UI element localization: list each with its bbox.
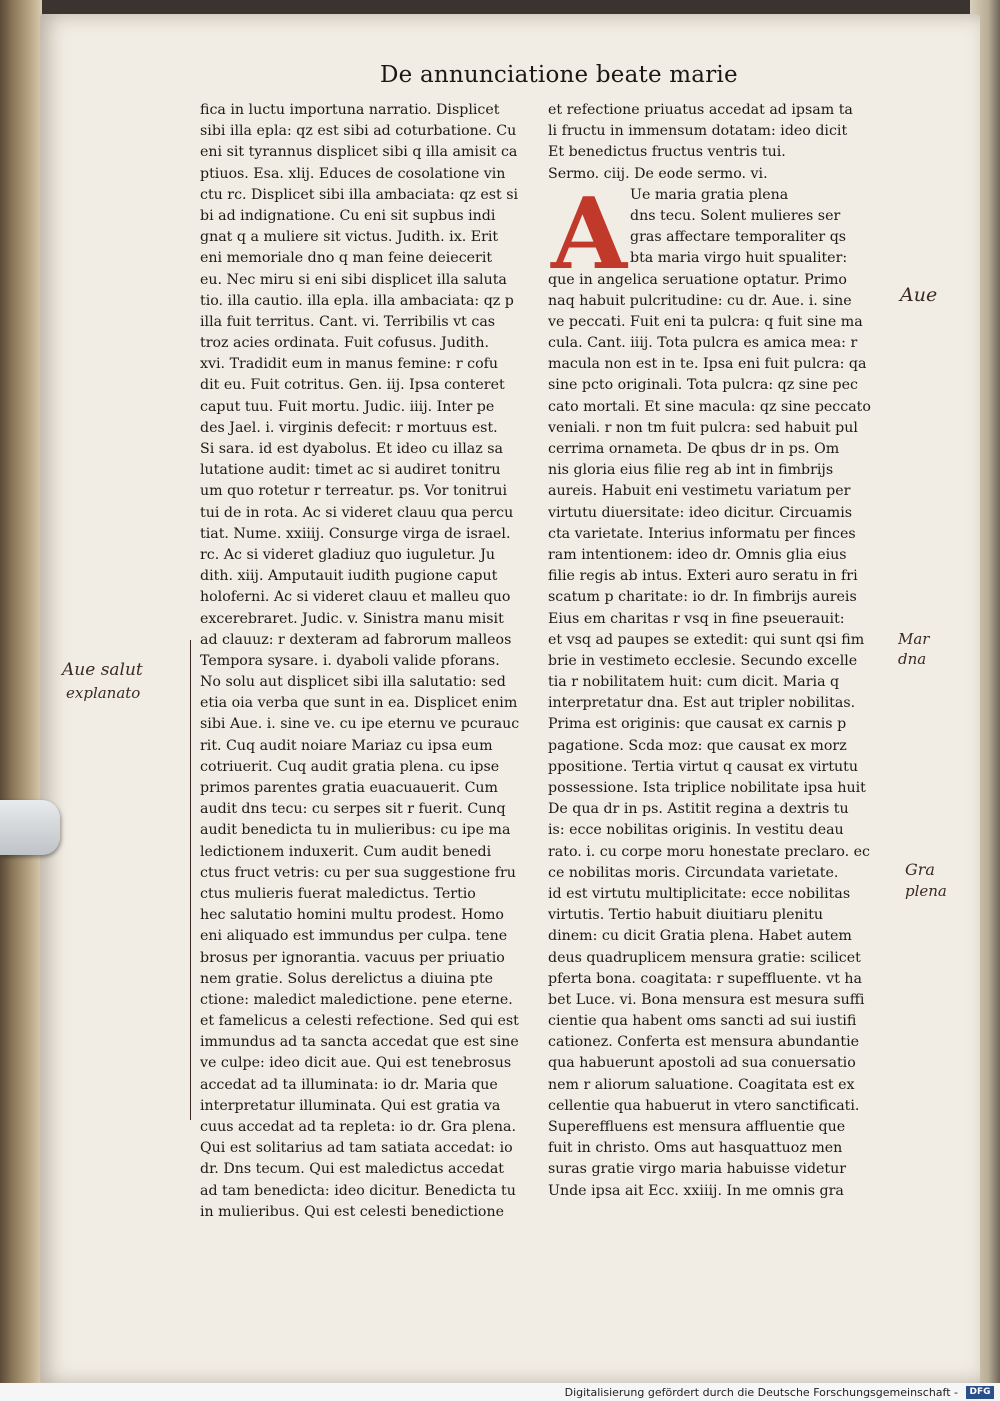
margin-note-aue: Aue	[900, 284, 938, 306]
right-text-line: nis gloria eius filie reg ab int in fimbrijs	[548, 462, 834, 479]
left-text-line: accedat ad ta illuminata: io dr. Maria que	[200, 1076, 498, 1093]
left-text-line: Si sara. id est dyabolus. Et ideo cu illaz sa	[200, 441, 503, 457]
left-text-line: Tempora sysare. i. dyaboli valide pforans.	[200, 652, 500, 669]
left-text-line: hec salutatio homini multu prodest. Homo	[200, 907, 504, 924]
left-text-line: dith. xiij. Amputauit iudith pugione caput	[200, 568, 498, 585]
left-text-line: rit. Cuq audit noiare Mariaz cu ipsa eum	[200, 737, 493, 754]
right-text-line: tia r nobilitatem huit: cum dicit. Maria q	[548, 674, 840, 691]
left-text-line: xvi. Tradidit eum in manus femine: r cofu	[200, 356, 499, 373]
right-text-line: filie regis ab intus. Exteri auro seratu in fri	[548, 568, 858, 585]
right-text-line: bta maria virgo huit spualiter:	[630, 250, 848, 267]
left-text-line: interpretatur illuminata. Qui est gratia va	[200, 1097, 501, 1114]
left-text-line: um quo rotetur r terreatur. ps. Vor tonitrui	[200, 483, 508, 500]
margin-note-gra: Gra	[905, 860, 935, 879]
right-text-line: deus quadruplicem mensura gratie: scilicet	[548, 949, 861, 966]
right-text-line: pagatione. Scda moz: que causat ex morz	[548, 737, 847, 754]
left-text-line: in mulieribus. Qui est celesti benedictione	[200, 1203, 504, 1220]
right-text-line: Sermo. ciij. De eode sermo. vi.	[548, 165, 768, 182]
right-text-line: Eius em charitas r vsq in fine pseuerauit:	[548, 610, 845, 627]
left-text-line: rc. Ac si videret gladiuz quo iuguletur. Ju	[200, 546, 496, 563]
right-text-line: cato mortali. Et sine macula: qz sine peccato	[548, 398, 871, 415]
left-text-line: No solu aut displicet sibi illa salutatio: sed	[200, 674, 506, 691]
right-text-line: Supereffluens est mensura affluentie que	[548, 1119, 846, 1135]
left-text-line: gnat q a muliere sit victus. Judith. ix. Erit	[200, 229, 499, 246]
right-text-line: dns tecu. Solent mulieres ser	[630, 207, 841, 224]
right-text-line: bet Luce. vi. Bona mensura est mesura suffi	[548, 991, 865, 1008]
left-text-line: holoferni. Ac si videret clauu et malleu quo	[200, 589, 511, 606]
right-text-line: Prima est originis: que causat ex carnis p	[548, 716, 847, 733]
left-text-column	[200, 100, 545, 1223]
right-text-line: ram intentionem: ideo dr. Omnis glia eius	[548, 546, 847, 563]
right-text-line: ce nobilitas moris. Circundata varietate.	[548, 864, 839, 881]
left-text-line: illa fuit territus. Cant. vi. Terribilis vt cas	[200, 313, 496, 330]
left-text-line: eni aliquado est immundus per culpa. tene	[200, 928, 508, 945]
right-text-line: que in angelica seruatione optatur. Primo	[548, 271, 847, 288]
right-text-line: interpretatur dna. Est aut tripler nobilitas.	[548, 695, 856, 712]
margin-note-left-2: explanato	[66, 684, 141, 702]
right-text-line: li fructu in immensum dotatam: ideo dicit	[548, 123, 848, 140]
right-text-line: virtutis. Tertio habuit diuitiaru plenitu	[548, 907, 824, 924]
right-text-line: cationez. Conferta est mensura abundantie	[548, 1034, 860, 1051]
left-text-line: tio. illa cautio. illa epla. illa ambaciata: qz p	[200, 292, 514, 309]
left-text-line: ctus fruct vetris: cu per sua suggestione fru	[200, 864, 516, 881]
left-text-line: bi ad indignatione. Cu eni sit supbus indi	[200, 207, 496, 224]
left-text-line: caput tuu. Fuit mortu. Judic. iiij. Inter pe	[200, 398, 495, 415]
book-binding-edge	[0, 0, 42, 1390]
right-text-line: Unde ipsa ait Ecc. xxiiij. In me omnis gra	[548, 1182, 844, 1199]
right-text-line: cula. Cant. iiij. Tota pulcra es amica mea: r	[548, 335, 858, 352]
right-text-line: et refectione priuatus accedat ad ipsam ta	[548, 102, 853, 118]
left-text-line: ctu rc. Displicet sibi illa ambaciata: qz est si	[200, 186, 519, 203]
left-text-line: ctus mulieris fuerat maledictus. Tertio	[200, 885, 476, 902]
right-text-line: gras affectare temporaliter qs	[630, 229, 847, 246]
left-text-line: ctione: maledict maledictione. pene eterne.	[200, 991, 513, 1008]
left-text-line: ad clauuz: r dexteram ad fabrorum malleos	[200, 631, 512, 648]
right-text-line: veniali. r non tm fuit pulcra: sed habuit pul	[548, 419, 858, 436]
left-text-line: audit dns tecu: cu serpes sit r fuerit. Cunq	[200, 801, 506, 818]
right-text-line: qua habuerunt apostoli ad sua conuersatio	[548, 1055, 856, 1072]
right-text-line: is: ecce nobilitas originis. In vestitu deau	[548, 822, 844, 839]
right-text-line: virtutu diuersitate: ideo dicitur. Circuamis	[548, 504, 853, 521]
left-text-line: excerebraret. Judic. v. Sinistra manu misit	[200, 610, 504, 627]
margin-note-plena: plena	[905, 882, 947, 900]
marginal-bracket	[190, 640, 199, 1120]
right-text-line: et vsq ad paupes se extedit: qui sunt qsi fim	[548, 631, 865, 648]
right-text-line: possessione. Ista triplice nobilitate ipsa huit	[548, 780, 866, 796]
right-text-line: sine pcto originali. Tota pulcra: qz sine pec	[548, 377, 858, 394]
left-text-line: ad tam benedicta: ideo dicitur. Benedicta tu	[200, 1182, 516, 1199]
running-head: De annunciatione beate marie	[380, 62, 738, 88]
left-text-line: nem gratie. Solus derelictus a diuina pte	[200, 970, 494, 987]
left-text-line: ptiuos. Esa. xlij. Educes de cosolatione vin	[200, 165, 506, 182]
page-clip	[0, 800, 60, 855]
left-text-line: immundus ad ta sancta accedat que est sine	[200, 1034, 519, 1051]
right-text-line: macula non est in te. Ipsa eni fuit pulcra: qa	[548, 356, 867, 373]
left-text-line: Qui est solitarius ad tam satiata accedat: io	[200, 1140, 513, 1157]
left-text-line: tui de in rota. Ac si videret clauu qua percu	[200, 504, 514, 521]
left-text-line: etia oia verba que sunt in ea. Displicet enim	[200, 695, 518, 712]
margin-note-maria: Mar	[898, 630, 930, 648]
left-text-line: ledictionem induxerit. Cum audit benedi	[200, 843, 492, 860]
right-text-line: brie in vestimeto ecclesie. Secundo excelle	[548, 652, 858, 669]
left-text-line: eni sit tyrannus displicet sibi q illa amisit ca	[200, 144, 518, 161]
right-text-line: cellentie qua habuerut in vtero sanctificati.	[548, 1097, 860, 1114]
right-text-line: cerrima ornameta. De qbus dr in ps. Om	[548, 441, 840, 457]
right-text-line: cta varietate. Interius informatu per finces	[548, 525, 856, 542]
right-text-line: ve peccati. Fuit eni ta pulcra: q fuit sine ma	[548, 313, 863, 330]
left-text-line: et famelicus a celesti refectione. Sed qui est	[200, 1013, 519, 1030]
margin-note-dna: dna	[898, 650, 927, 668]
right-text-line: naq habuit pulcritudine: cu dr. Aue. i. sine	[548, 292, 852, 309]
left-text-line: sibi illa epla: qz est sibi ad coturbatione. Cu	[200, 123, 517, 140]
right-text-line: suras gratie virgo maria habuisse videtur	[548, 1161, 847, 1178]
right-text-line: aureis. Habuit eni vestimetu variatum per	[548, 483, 851, 500]
right-text-line: De qua dr in ps. Astitit regina a dextris tu	[548, 801, 849, 818]
right-text-line: Ue maria gratia plena	[630, 186, 789, 203]
left-text-line: sibi Aue. i. sine ve. cu ipe eternu ve pcurauc	[200, 716, 520, 733]
left-text-line: ve culpe: ideo dicit aue. Qui est tenebrosus	[200, 1055, 512, 1072]
margin-note-left: Aue salut	[62, 660, 143, 680]
left-text-line: cuus accedat ad ta repleta: io dr. Gra plena.	[200, 1119, 516, 1135]
rubricated-initial: A	[550, 177, 628, 292]
right-text-line: rato. i. cu corpe moru honestate preclaro. ec	[548, 843, 870, 860]
right-text-line: ppositione. Tertia virtut q causat ex virtutu	[548, 758, 858, 775]
right-text-line: cientie qua habent oms sancti ad sui iustifi	[548, 1013, 857, 1030]
dfg-logo: DFG	[966, 1386, 994, 1399]
left-text-line: dr. Dns tecum. Qui est maledictus accedat	[200, 1161, 505, 1178]
right-text-line: dinem: cu dicit Gratia plena. Habet autem	[548, 928, 852, 945]
left-text-line: des Jael. i. virginis defecit: r mortuus est.	[200, 419, 498, 436]
left-text-line: primos parentes gratia euacuauerit. Cum	[200, 780, 499, 796]
right-text-line: scatum p charitate: io dr. In fimbrijs aureis	[548, 589, 857, 606]
left-text-line: cotriuerit. Cuq audit gratia plena. cu ipse	[200, 758, 500, 775]
right-text-line: pferta bona. coagitata: r supeffluente. vt ha	[548, 970, 863, 987]
left-text-line: eu. Nec miru si eni sibi displicet illa saluta	[200, 271, 507, 288]
left-text-line: audit benedicta tu in mulieribus: cu ipe ma	[200, 822, 511, 839]
right-text-line: id est virtutu multiplicitate: ecce nobilitas	[548, 885, 851, 902]
left-text-line: eni memoriale dno q man feine deiecerit	[200, 250, 493, 267]
right-text-line: fuit in christo. Oms aut hasquattuoz men	[548, 1140, 843, 1157]
left-text-line: lutatione audit: timet ac si audiret tonitru	[200, 462, 501, 479]
left-text-line: tiat. Nume. xxiiij. Consurge virga de israel.	[200, 525, 511, 542]
right-text-line: nem r aliorum saluatione. Coagitata est ex	[548, 1076, 855, 1093]
left-text-line: dit eu. Fuit cotritus. Gen. iij. Ipsa conteret	[200, 377, 505, 394]
left-text-line: fica in luctu importuna narratio. Displicet	[200, 102, 500, 118]
footer-credit: Digitalisierung gefördert durch die Deutsche Forschungsgemeinschaft -	[564, 1386, 958, 1399]
right-text-line: Et benedictus fructus ventris tui.	[548, 144, 786, 161]
left-text-line: troz acies ordinata. Fuit cofusus. Judith.	[200, 335, 489, 352]
left-text-line: brosus per ignorantia. vacuus per priuatio	[200, 949, 505, 966]
